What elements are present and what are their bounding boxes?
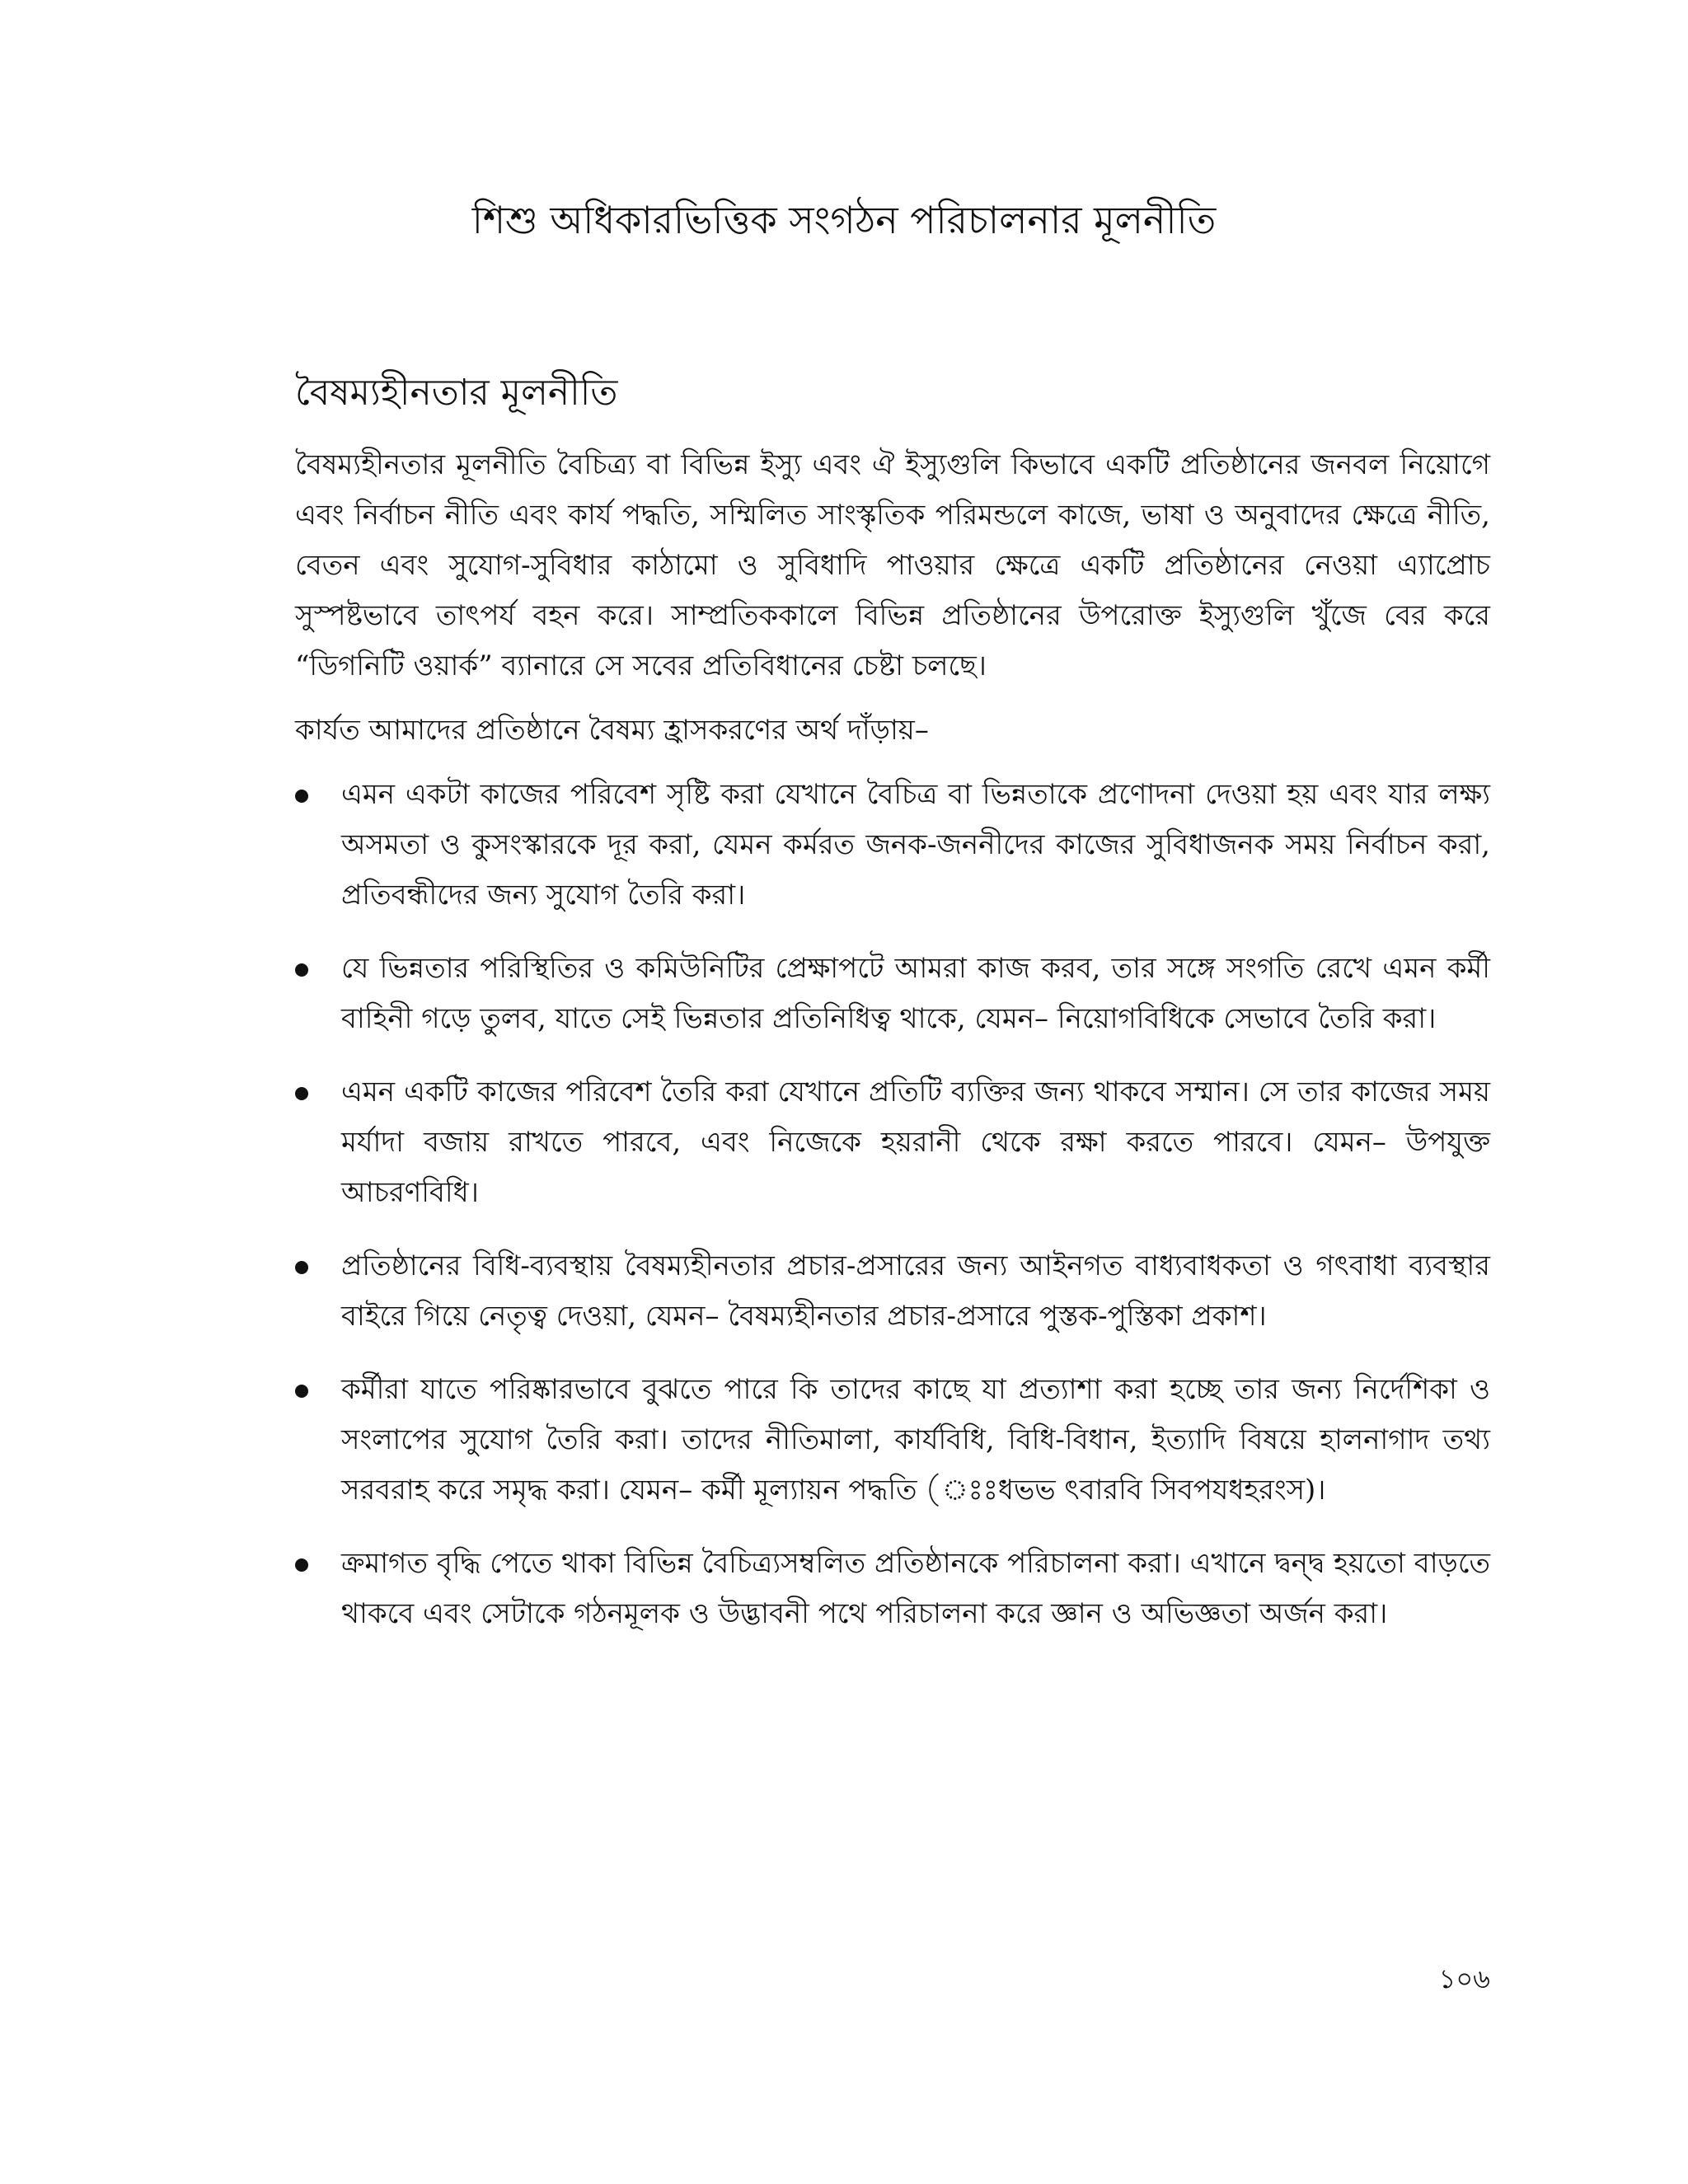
bullet-dot-icon [295,1261,308,1274]
list-item [295,1365,1490,1516]
bullet-dot-icon [295,963,308,977]
list-item [295,1067,1490,1218]
list-item [295,944,1490,1044]
bullet-dot-icon [295,1558,308,1572]
bullet-dot-icon [295,1385,308,1398]
list-item-text: এমন একটি কাজের পরিবেশ তৈরি করা যেখানে প্রতিটি ব্যক্তির জন্য থাকবে সম্মান। সে তার কাজের সময় মর্যাদা বজায় রাখতে পারবে, এবং নিজেকে হয়রানী থেকে রক্ষা করতে পারবে। যেমন– উপযুক্ত আচরণবিধি। [341,1076,1490,1209]
list-item-text: কর্মীরা যাতে পরিষ্কারভাবে বুঝতে পারে কি তাদের কাছে যা প্রত্যাশা করা হচ্ছে তার জন্য নির্দেশিকা ও সংলাপের সুযোগ তৈরি করা। তাদের নীতিমালা, কার্যবিধি, বিধি-বিধান, ইত্যাদি বিষয়ে হালনাগাদ তথ্য সরবরাহ করে সমৃদ্ধ করা। যেমন– কর্মী মূল্যায়ন পদ্ধতি (ঃঃধভভ ৎবারবি সিবপযধহরংস)। [341,1373,1490,1507]
bullet-dot-icon [295,1087,308,1100]
list-item-text: প্রতিষ্ঠানের বিধি-ব্যবস্থায় বৈষম্যহীনতার প্রচার-প্রসারের জন্য আইনগত বাধ্যবাধকতা ও গৎবাধা ব্যবস্থার বাইরে গিয়ে নেতৃত্ব দেওয়া, যেমন– বৈষম্যহীনতার প্রচার-প্রসারে পুস্তক-পুস্তিকা প্রকাশ। [341,1249,1490,1333]
section-heading: বৈষম্যহীনতার মূলনীতি [295,372,618,414]
bullet-list [295,770,1490,1662]
list-item [295,1539,1490,1639]
body-paragraph-1: বৈষম্যহীনতার মূলনীতি বৈচিত্র্য বা বিভিন্ন ইস্যু এবং ঐ ইস্যুগুলি কিভাবে একটি প্রতিষ্ঠানের জনবল নিয়োগে এবং নির্বাচন নীতি এবং কার্য পদ্ধতি, সম্মিলিত সাংস্কৃতিক পরিমন্ডলে কাজে, ভাষা ও অনুবাদের ক্ষেত্রে নীতি, বেতন এবং সুযোগ-সুবিধার কাঠামো ও সুবিধাদি পাওয়ার ক্ষেত্রে একটি প্রতিষ্ঠানের নেওয়া এ্যাপ্রোচ সুস্পষ্টভাবে তাৎপর্য বহন করে। সাম্প্রতিককালে বিভিন্ন প্রতিষ্ঠানের উপরোক্ত ইস্যুগুলি খুঁজে বের করে “ডিগনিটি ওয়ার্ক” ব্যানারে সে সবের প্রতিবিধানের চেষ্টা চলছে। [295,448,1490,682]
list-item [295,770,1490,921]
bullet-dot-icon [295,790,308,803]
list-item-text: যে ভিন্নতার পরিস্থিতির ও কমিউনিটির প্রেক্ষাপটে আমরা কাজ করব, তার সঙ্গে সংগতি রেখে এমন কর্মী বাহিনী গড়ে তুলব, যাতে সেই ভিন্নতার প্রতিনিধিত্ব থাকে, যেমন– নিয়োগবিধিকে সেভাবে তৈরি করা। [341,952,1490,1035]
page-title: শিশু অধিকারভিত্তিক সংগঠন পরিচালনার মূলনীতি [471,198,1217,242]
list-item-text: ক্রমাগত বৃদ্ধি পেতে থাকা বিভিন্ন বৈচিত্র্যসম্বলিত প্রতিষ্ঠানকে পরিচালনা করা। এখানে দ্বন্দ্ব হয়তো বাড়তে থাকবে এবং সেটাকে গঠনমূলক ও উদ্ভাবনী পথে পরিচালনা করে জ্ঞান ও অভিজ্ঞতা অর্জন করা। [341,1547,1490,1630]
page-number: ১০৬ [1438,1963,1490,1994]
list-item-text: এমন একটা কাজের পরিবেশ সৃষ্টি করা যেখানে বৈচিত্র বা ভিন্নতাকে প্রণোদনা দেওয়া হয় এবং যার লক্ষ্য অসমতা ও কুসংস্কারকে দূর করা, যেমন কর্মরত জনক-জননীদের কাজের সুবিধাজনক সময় নির্বাচন করা, প্রতিবন্ধীদের জন্য সুযোগ তৈরি করা। [341,778,1490,912]
body-paragraph-2: কার্যত আমাদের প্রতিষ্ঠানে বৈষম্য হ্রাসকরণের অর্থ দাঁড়ায়– [295,714,929,747]
list-item [295,1241,1490,1342]
